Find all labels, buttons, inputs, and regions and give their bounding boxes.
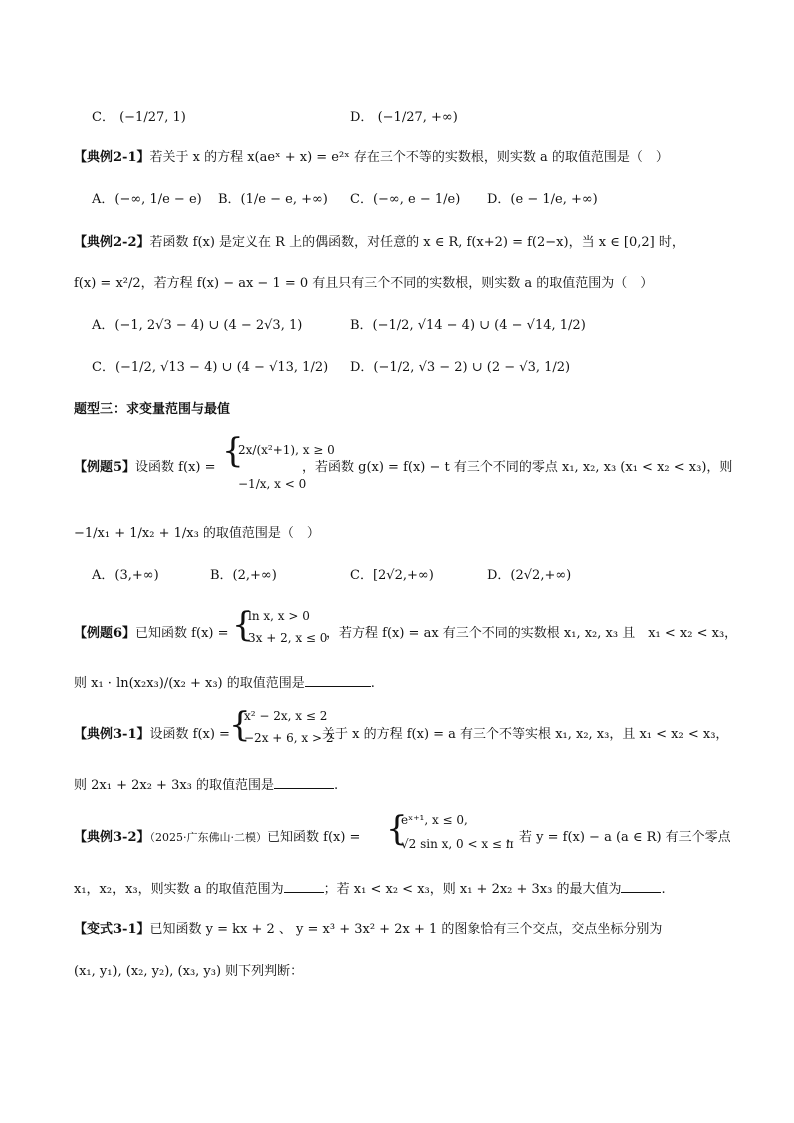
- option-c: C．(−1/2, √13 − 4) ∪ (4 − √13, 1/2): [92, 360, 329, 375]
- example-tag: 【例题5】: [74, 460, 136, 475]
- piece-2: √2 sin x, 0 < x ≤ π: [401, 837, 514, 851]
- piece-2: −2x + 6, x > 2: [244, 731, 334, 745]
- example-2-2-stem: [74, 233, 685, 253]
- brace-icon: {: [229, 705, 251, 745]
- question-text: 则 x₁ · ln(x₂x₃)/(x₂ + x₃) 的取值范围是: [74, 676, 305, 691]
- option-label: D．: [350, 110, 374, 125]
- example-2-1-stem: [74, 148, 669, 168]
- brace-icon: {: [222, 431, 244, 471]
- question-text: 若函数 f(x) 是定义在 R 上的偶函数，对任意的 x ∈ R, f(x+2) = f(2−x)，当 x ∈ [0,2] 时，: [149, 235, 685, 250]
- example-6-stem: [74, 624, 229, 644]
- example-3-2-stem-cont: ，若 y = f(x) − a (a ∈ R) 有三个零点: [506, 830, 731, 845]
- option-b: B．(2,+∞): [210, 568, 277, 583]
- piece-1: eˣ⁺¹, x ≤ 0,: [401, 813, 468, 827]
- piece-2: −1/x, x < 0: [238, 477, 307, 491]
- piece-2: 3x + 2, x ≤ 0: [248, 631, 328, 645]
- example-5-stem-cont: ，若函数 g(x) = f(x) − t 有三个不同的零点 x₁, x₂, x₃ (x₁ < x₂ < x₃)，则: [302, 460, 733, 475]
- option-b: B．(−1/2, √14 − 4) ∪ (4 − √14, 1/2): [350, 318, 586, 333]
- source-note: （2025·广东佛山·二模）: [149, 831, 267, 844]
- example-5-expression: −1/x₁ + 1/x₂ + 1/x₃ 的取值范围是（ ）: [74, 526, 320, 541]
- answer-blank[interactable]: [621, 880, 661, 893]
- option-a: A．(−1, 2√3 − 4) ∪ (4 − 2√3, 1): [92, 318, 303, 333]
- option-c: C．[2√2,+∞): [350, 568, 434, 583]
- question-text: 设函数 f(x) =: [149, 727, 230, 742]
- example-3-1-expression: 则 2x₁ + 2x₂ + 3x₃ 的取值范围是 .: [74, 778, 339, 793]
- answer-blank[interactable]: [305, 674, 371, 687]
- example-tag: 【例题6】: [74, 626, 136, 641]
- option-a: A．(3,+∞): [92, 568, 159, 583]
- example-3-1-stem: [74, 725, 230, 745]
- option-label: C．: [92, 110, 115, 125]
- option-d: D．(e − 1/e, +∞): [487, 192, 598, 207]
- answer-blank[interactable]: [274, 776, 334, 789]
- piece-1: ln x, x > 0: [248, 609, 310, 623]
- example-tag: 【变式3-1】: [74, 922, 150, 937]
- question-text: x₁，x₂，x₃，则实数 a 的取值范围为: [74, 882, 284, 897]
- brace-icon: {: [232, 605, 254, 645]
- question-text: 则 2x₁ + 2x₂ + 3x₃ 的取值范围是: [74, 778, 275, 793]
- example-6-expression: 则 x₁ · ln(x₂x₃)/(x₂ + x₃) 的取值范围是 .: [74, 676, 375, 691]
- question-text: 若关于 x 的方程 x(aeˣ + x) = e²ˣ 存在三个不等的实数根，则实数 a 的取值范围是（ ）: [149, 150, 669, 165]
- question-text: 已知函数 f(x) =: [135, 626, 229, 641]
- example-3-2-stem: [74, 828, 360, 848]
- brace-icon: {: [386, 809, 408, 849]
- question-text: 已知函数 y = kx + 2 、 y = x³ + 3x² + 2x + 1 的图象恰有三个交点，交点坐标分别为: [149, 922, 663, 937]
- piece-1: x² − 2x, x ≤ 2: [244, 709, 328, 723]
- option-c: [92, 108, 186, 128]
- example-5-stem: [74, 458, 216, 478]
- option-a: A．(−∞, 1/e − e): [92, 192, 202, 207]
- section-heading: 题型三：求变量范围与最值: [74, 402, 231, 417]
- variant-3-1-stem-cont: (x₁, y₁), (x₂, y₂), (x₃, y₃) 则下列判断：: [74, 964, 304, 979]
- example-3-2-stem-line2: x₁，x₂，x₃，则实数 a 的取值范围为 ；若 x₁ < x₂ < x₃，则 x₁ + 2x₂ + 3x₃ 的最大值为 .: [74, 882, 666, 897]
- piece-1: 2x/(x²+1), x ≥ 0: [238, 443, 335, 457]
- example-3-1-stem-cont: 关于 x 的方程 f(x) = a 有三个不等实根 x₁, x₂, x₃，且 x₁ < x₂ < x₃，: [322, 727, 729, 742]
- example-6-stem-cont: ，若方程 f(x) = ax 有三个不同的实数根 x₁, x₂, x₃ 且 x₁ < x₂ < x₃，: [326, 626, 738, 641]
- question-text: 设函数 f(x) =: [135, 460, 216, 475]
- option-c: C．(−∞, e − 1/e): [350, 192, 461, 207]
- option-d: [350, 108, 458, 128]
- answer-blank[interactable]: [284, 880, 324, 893]
- variant-3-1-stem: [74, 920, 662, 940]
- option-value: (−1/27, +∞): [377, 110, 458, 125]
- example-tag: 【典例3-2】: [74, 830, 150, 845]
- example-tag: 【典例2-2】: [74, 235, 150, 250]
- question-text: ；若 x₁ < x₂ < x₃，则 x₁ + 2x₂ + 3x₃ 的最大值为: [323, 882, 622, 897]
- example-tag: 【典例3-1】: [74, 727, 150, 742]
- example-2-2-stem-cont: f(x) = x²/2，若方程 f(x) − ax − 1 = 0 有且只有三个不同的实数根，则实数 a 的取值范围为（ ）: [74, 276, 654, 291]
- question-text: 已知函数 f(x) =: [267, 830, 361, 845]
- option-d: D．(−1/2, √3 − 2) ∪ (2 − √3, 1/2): [350, 360, 571, 375]
- option-d: D．(2√2,+∞): [487, 568, 572, 583]
- example-tag: 【典例2-1】: [74, 150, 150, 165]
- option-value: (−1/27, 1): [119, 110, 186, 125]
- option-b: B．(1/e − e, +∞): [218, 192, 328, 207]
